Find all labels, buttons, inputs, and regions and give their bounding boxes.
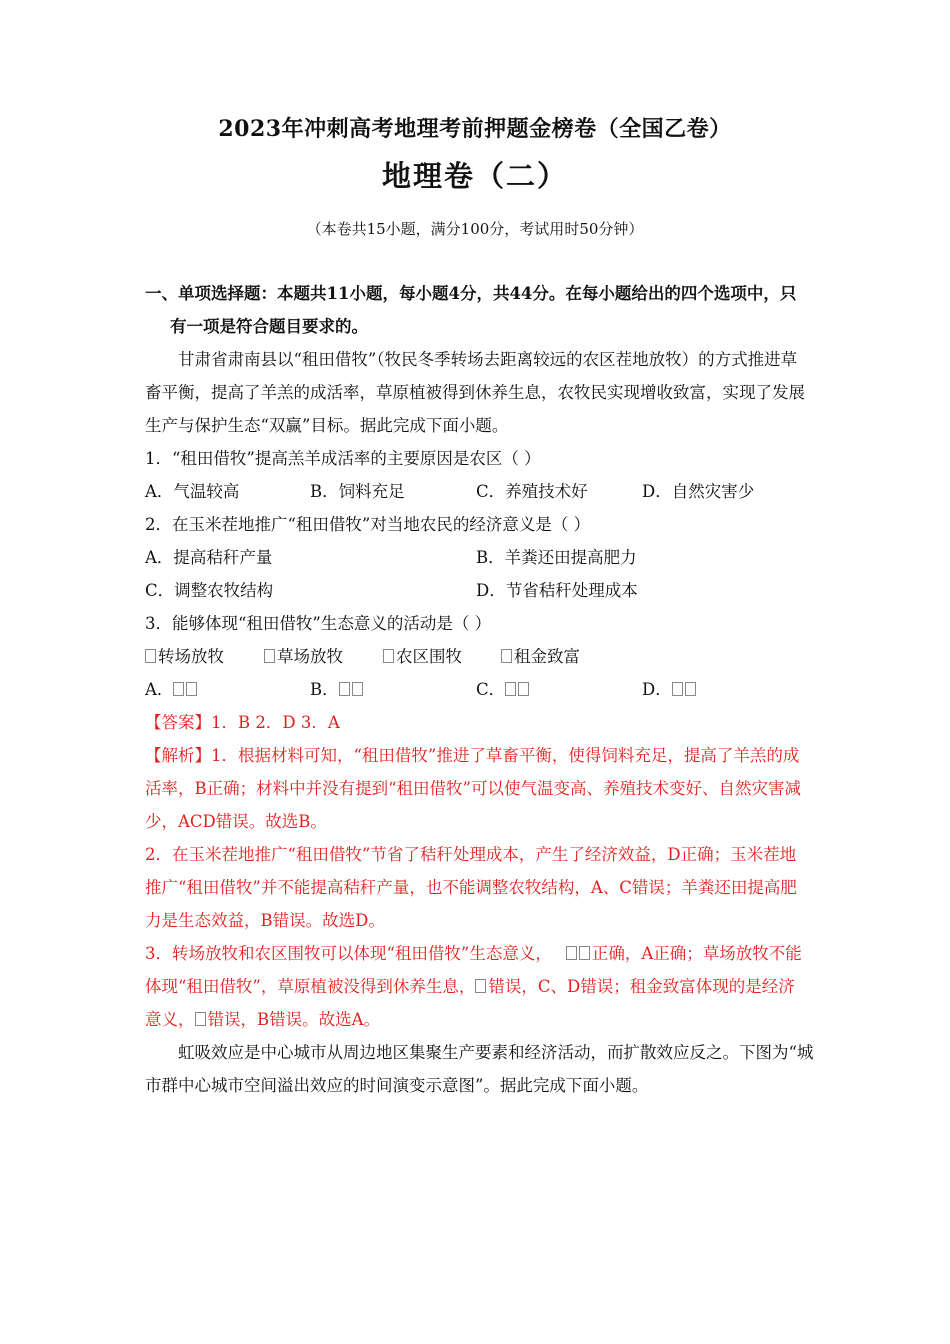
q3-option-d: D． [642,679,698,701]
analysis-line6: 力是生态效益，B错误。故选D。 [145,911,385,930]
section-heading-line2: 有一项是符合题目要求的。 [170,317,368,336]
analysis-line3: 少，ACD错误。故选B。 [145,812,327,831]
material1-line2: 畜平衡，提高了羊羔的成活率，草原植被得到休养生息，农牧民实现增收致富，实现了发展 [145,383,805,402]
missing-glyph-icon [566,946,577,960]
q1-option-b: B．饲料充足 [310,482,405,501]
q3-statement-1: 转场放牧 [145,646,224,668]
q2-option-c: C．调整农牧结构 [145,581,274,600]
analysis-line1: 【解析】1．根据材料可知，“租田借牧”推进了草畜平衡，使得饲料充足，提高了羊羔的成 [145,746,800,765]
q3-statement-3: 农区围牧 [383,646,462,668]
analysis-line5: 推广“租田借牧”并不能提高秸秆产量，也不能调整农牧结构，A、C错误；羊粪还田提高肥 [145,878,797,897]
exam-title: 2023年冲刺高考地理考前押题金榜卷（全国乙卷） [218,116,732,142]
missing-glyph-icon [579,946,590,960]
paper-title: 地理卷（二） [381,159,568,193]
missing-glyph-icon [501,649,512,663]
missing-glyph-icon [339,682,350,696]
q1-option-d: D．自然灾害少 [642,482,755,501]
analysis-line2: 活率，B正确；材料中并没有提到“租田借牧”可以使气温变高、养殖技术变好、自然灾害减 [145,779,801,798]
answer-line: 【答案】1．B 2．D 3．A [145,713,340,732]
q3-option-b: B． [310,679,365,701]
q3-statement-4: 租金致富 [501,646,580,668]
material1-line3: 生产与保护生态“双赢”目标。据此完成下面小题。 [145,416,509,435]
missing-glyph-icon [186,682,197,696]
missing-glyph-icon [672,682,683,696]
missing-glyph-icon [383,649,394,663]
missing-glyph-icon [518,682,529,696]
exam-note: （本卷共15小题，满分100分，考试用时50分钟） [306,220,644,238]
question3-stem: 3．能够体现“租田借牧”生态意义的活动是（ ） [145,614,492,633]
q3-statement-2: 草场放牧 [264,646,343,668]
missing-glyph-icon [475,979,486,993]
question2-stem: 2．在玉米茬地推广“租田借牧”对当地农民的经济意义是（ ） [145,515,591,534]
missing-glyph-icon [352,682,363,696]
material2-line1: 虹吸效应是中心城市从周边地区集聚生产要素和经济活动，而扩散效应反之。下图为“城 [178,1043,814,1062]
analysis-line8: 体现“租田借牧”，草原植被没得到休养生息， 错误，C、D错误；租金致富体现的是经济 [145,977,795,996]
q2-option-b: B．羊粪还田提高肥力 [476,548,637,567]
analysis-line7: 3．转场放牧和农区围牧可以体现“租田借牧”生态意义， 正确，A正确；草场放牧不能 [145,944,802,963]
material2-line2: 市群中心城市空间溢出效应的时间演变示意图”。据此完成下面小题。 [145,1076,649,1095]
analysis-line9: 意义， 错误，B错误。故选A。 [145,1010,381,1029]
missing-glyph-icon [264,649,275,663]
q3-option-a: A． [145,679,199,701]
missing-glyph-icon [173,682,184,696]
missing-glyph-icon [685,682,696,696]
question1-stem: 1．“租田借牧”提高羔羊成活率的主要原因是农区（ ） [145,449,541,468]
q1-option-c: C．养殖技术好 [476,482,588,501]
q3-option-c: C． [476,679,531,701]
q1-option-a: A．气温较高 [145,482,240,501]
q2-option-a: A．提高秸秆产量 [145,548,273,567]
q2-option-d: D．节省秸秆处理成本 [476,581,638,600]
missing-glyph-icon [145,649,156,663]
missing-glyph-icon [505,682,516,696]
analysis-line4: 2．在玉米茬地推广“租田借牧”节省了秸秆处理成本，产生了经济效益，D正确；玉米茬地 [145,845,797,864]
missing-glyph-icon [195,1012,206,1026]
section-heading-line1: 一、单项选择题：本题共11小题，每小题4分，共44分。在每小题给出的四个选项中，只 [145,284,797,303]
material1-line1: 甘肃省肃南县以“租田借牧”（牧民冬季转场去距离较远的农区茬地放牧）的方式推进草 [178,350,798,369]
